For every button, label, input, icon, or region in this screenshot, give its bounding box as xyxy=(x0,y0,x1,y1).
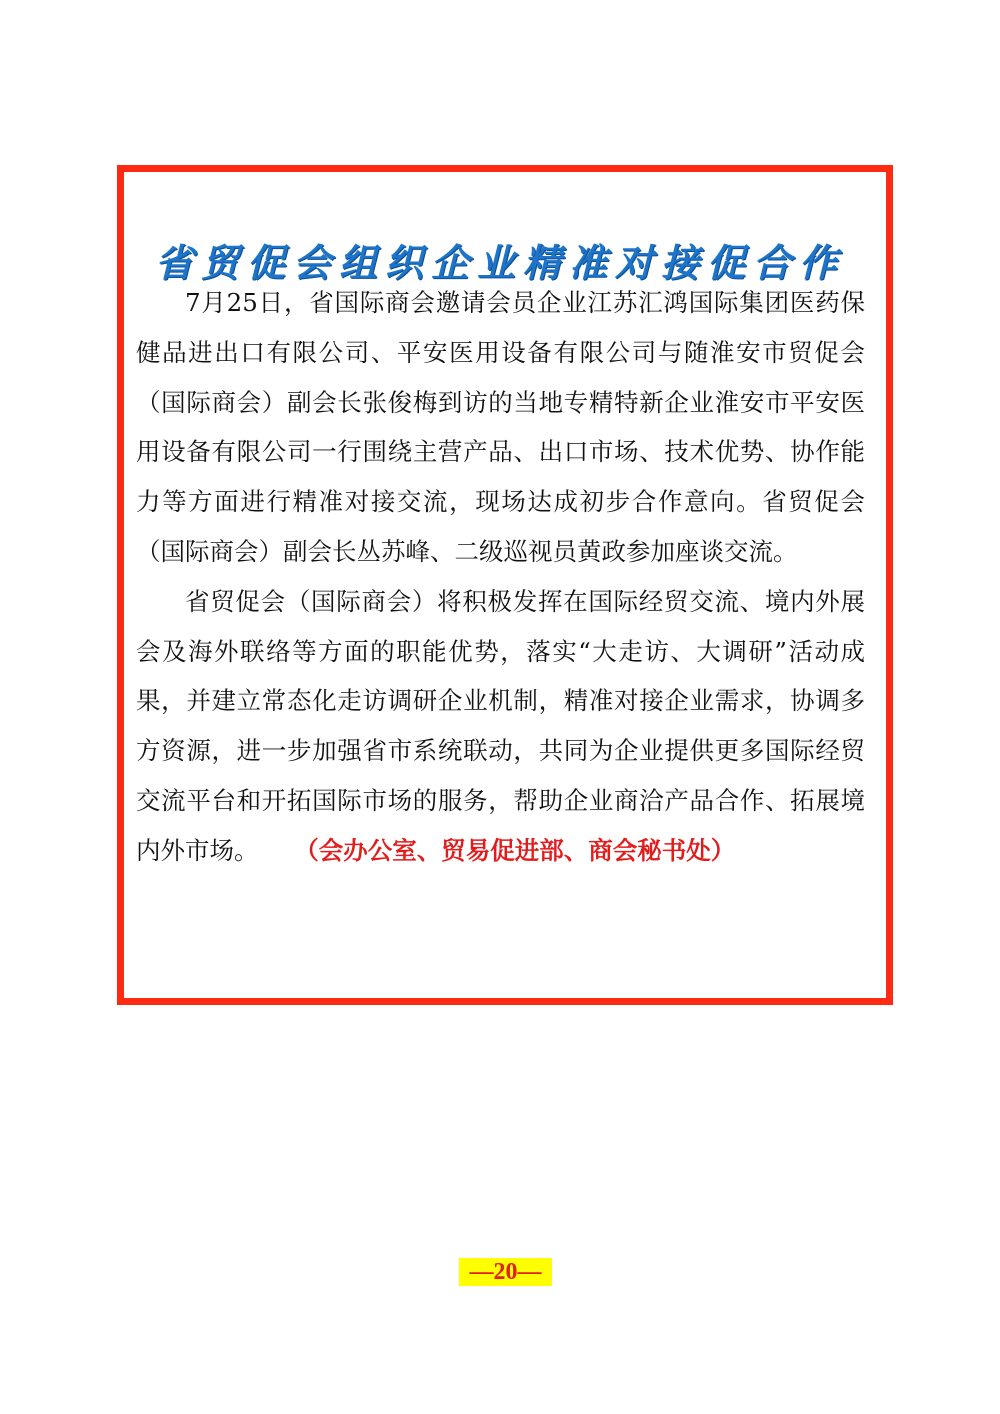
article-credit: （会办公室、贸易促进部、商会秘书处） xyxy=(306,835,736,865)
page-number: —20— xyxy=(459,1258,552,1286)
article-paragraph-2-text: 省贸促会（国际商会）将积极发挥在国际经贸交流、境内外展会及海外联络等方面的职能优势，落实“大走访、大调研”活动成果，并建立常态化走访调研企业机制，精准对接企业需求，协调多方资源，进一步加强省市系统联动，共同为企业提供更多国际经贸交流平台和开拓国际市场的服务，帮助企业商洽产品合作、拓展境内外市场。 xyxy=(136,586,865,865)
article-title: 省贸促会组织企业精准对接促合作 xyxy=(154,240,845,285)
article-paragraph-1: 7月25日，省国际商会邀请会员企业江苏汇鸿国际集团医药保健品进出口有限公司、平安医用设备有限公司与随淮安市贸促会（国际商会）副会长张俊梅到访的当地专精特新企业淮安市平安医用设备有限公司一行围绕主营产品、出口市场、技术优势、协作能力等方面进行精准对接交流，现场达成初步合作意向。省贸促会（国际商会）副会长丛苏峰、二级巡视员黄政参加座谈交流。 xyxy=(136,288,865,566)
article-paragraph-2 xyxy=(136,577,865,876)
article-body xyxy=(136,278,865,876)
